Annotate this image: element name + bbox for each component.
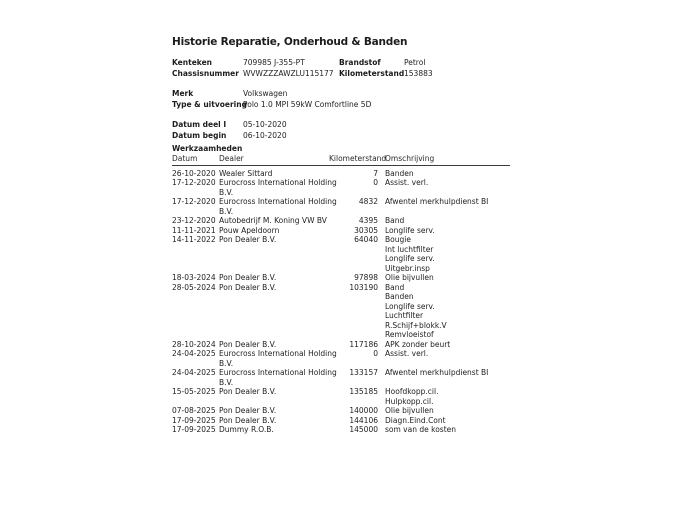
row-date: 17-09-2025 — [172, 415, 216, 425]
row-kilometerstand: 144106 — [349, 415, 378, 425]
row-omschrijving: Olie bijvullen — [385, 273, 434, 282]
werkzaamheden-table-body — [172, 169, 510, 435]
row-dealer: Pon Dealer B.V. — [219, 273, 277, 282]
row-omschrijving: APK zonder beurt — [385, 339, 451, 349]
table-row — [172, 349, 510, 368]
row-date: 17-12-2020 — [172, 197, 216, 206]
column-header-dealer: Dealer — [219, 154, 244, 163]
table-row — [172, 226, 510, 236]
row-omschrijving: Afwentel merkhulpdienst BI — [385, 197, 489, 206]
brandstof-label: Brandstof — [339, 58, 381, 67]
table-row — [172, 216, 510, 226]
table-header-row — [172, 154, 510, 166]
row-date: 28-05-2024 — [172, 282, 216, 292]
column-header-omschrijving: Omschrijving — [385, 154, 435, 163]
datum-begin-label: Datum begin — [172, 131, 227, 140]
werkzaamheden-heading: Werkzaamheden — [172, 144, 243, 153]
dates-block — [172, 119, 512, 141]
kilometerstand-value: 153883 — [404, 69, 433, 78]
row-omschrijving: Diagn.Eind.Cont — [385, 415, 446, 425]
vehicle-history-document — [172, 36, 512, 434]
row-date: 17-12-2020 — [172, 178, 216, 187]
row-date: 17-09-2025 — [172, 425, 216, 434]
row-date: 26-10-2020 — [172, 168, 216, 178]
row-date: 18-03-2024 — [172, 273, 216, 282]
row-kilometerstand: 145000 — [349, 425, 378, 434]
row-date: 24-04-2025 — [172, 368, 216, 377]
row-date: 07-08-2025 — [172, 406, 216, 415]
table-row — [172, 273, 510, 283]
table-row — [172, 235, 510, 273]
row-kilometerstand: 30305 — [354, 225, 378, 235]
kenteken-label: Kenteken — [172, 58, 212, 67]
table-row — [172, 283, 510, 340]
table-row — [172, 197, 510, 216]
table-row — [172, 425, 510, 435]
row-dealer: Pon Dealer B.V. — [219, 406, 277, 415]
model-block — [172, 88, 512, 110]
info-row-datum-begin — [172, 130, 512, 141]
row-dealer: Pon Dealer B.V. — [219, 235, 277, 244]
row-dealer: Pouw Apeldoorn — [219, 225, 280, 235]
row-omschrijving: Assist. verl. — [385, 349, 429, 358]
row-kilometerstand: 4395 — [358, 216, 378, 225]
info-row-type — [172, 99, 512, 110]
table-row — [172, 368, 510, 387]
row-kilometerstand: 97898 — [354, 273, 378, 282]
row-dealer: Eurocross International Holding B.V. — [219, 368, 337, 387]
table-row — [172, 178, 510, 197]
row-omschrijving: Banden — [385, 168, 414, 178]
info-row-datum-deel — [172, 119, 512, 130]
row-dealer: Pon Dealer B.V. — [219, 415, 277, 425]
kilometerstand-label: Kilometerstand — [339, 69, 405, 78]
row-kilometerstand: 103190 — [349, 282, 378, 292]
row-kilometerstand: 7 — [373, 168, 378, 178]
chassisnummer-value: WVWZZZAWZLU115177 — [243, 69, 334, 78]
row-dealer: Pon Dealer B.V. — [219, 387, 277, 396]
info-row-chassisnummer — [172, 68, 512, 79]
datum-deel-value: 05-10-2020 — [243, 120, 287, 129]
merk-value: Volkswagen — [243, 89, 288, 98]
row-dealer: Pon Dealer B.V. — [219, 339, 277, 349]
row-date: 14-11-2022 — [172, 235, 216, 244]
row-kilometerstand: 133157 — [349, 368, 378, 377]
table-row — [172, 169, 510, 179]
row-dealer: Eurocross International Holding B.V. — [219, 178, 337, 197]
column-header-kilometerstand: Kilometerstand — [329, 154, 387, 163]
row-dealer: Wealer Sittard — [219, 168, 273, 178]
merk-label: Merk — [172, 89, 194, 98]
datum-begin-value: 06-10-2020 — [243, 131, 287, 140]
row-date: 23-12-2020 — [172, 216, 216, 225]
row-kilometerstand: 64040 — [354, 235, 378, 244]
row-kilometerstand: 4832 — [358, 197, 378, 206]
row-omschrijving: Olie bijvullen — [385, 406, 434, 415]
info-row-merk — [172, 88, 512, 99]
row-kilometerstand: 0 — [373, 349, 378, 358]
page-title: Historie Reparatie, Onderhoud & Banden — [172, 36, 408, 48]
column-header-datum: Datum — [172, 154, 198, 163]
row-date: 15-05-2025 — [172, 387, 216, 396]
row-omschrijving: Longlife serv. — [385, 225, 435, 235]
werkzaamheden-table — [172, 154, 510, 435]
row-date: 24-04-2025 — [172, 349, 216, 358]
row-omschrijving: Bougie Int luchtfilter Longlife serv. Uitgebr.insp — [385, 235, 435, 273]
table-row — [172, 340, 510, 350]
identification-block — [172, 57, 512, 79]
row-dealer: Autobedrijf M. Koning VW BV — [219, 216, 327, 225]
row-date: 11-11-2021 — [172, 225, 216, 235]
info-row-kenteken — [172, 57, 512, 68]
kenteken-value: 709985 J-355-PT — [243, 58, 305, 67]
row-dealer: Dummy R.O.B. — [219, 425, 274, 434]
table-row — [172, 387, 510, 406]
row-dealer: Eurocross International Holding B.V. — [219, 197, 337, 216]
row-kilometerstand: 117186 — [349, 339, 378, 349]
row-omschrijving: Assist. verl. — [385, 178, 429, 187]
row-kilometerstand: 135185 — [349, 387, 378, 396]
type-uitvoering-label: Type & uitvoering — [172, 100, 247, 109]
row-omschrijving: Band — [385, 216, 405, 225]
datum-deel-label: Datum deel I — [172, 120, 227, 129]
brandstof-value: Petrol — [404, 58, 426, 67]
table-row — [172, 406, 510, 416]
row-kilometerstand: 0 — [373, 178, 378, 187]
chassisnummer-label: Chassisnummer — [172, 69, 239, 78]
row-kilometerstand: 140000 — [349, 406, 378, 415]
row-omschrijving: Hoofdkopp.cil. Hulpkopp.cil. — [385, 387, 439, 406]
row-dealer: Pon Dealer B.V. — [219, 282, 277, 292]
row-omschrijving: Afwentel merkhulpdienst BI — [385, 368, 489, 377]
table-row — [172, 416, 510, 426]
type-uitvoering-value: Polo 1.0 MPI 59kW Comfortline 5D — [243, 100, 372, 109]
row-date: 28-10-2024 — [172, 339, 216, 349]
row-omschrijving: som van de kosten — [385, 425, 456, 434]
row-dealer: Eurocross International Holding B.V. — [219, 349, 337, 368]
row-omschrijving: Band Banden Longlife serv. Luchtfilter R.Schijf+blokk.V Remvloeistof — [385, 282, 447, 339]
